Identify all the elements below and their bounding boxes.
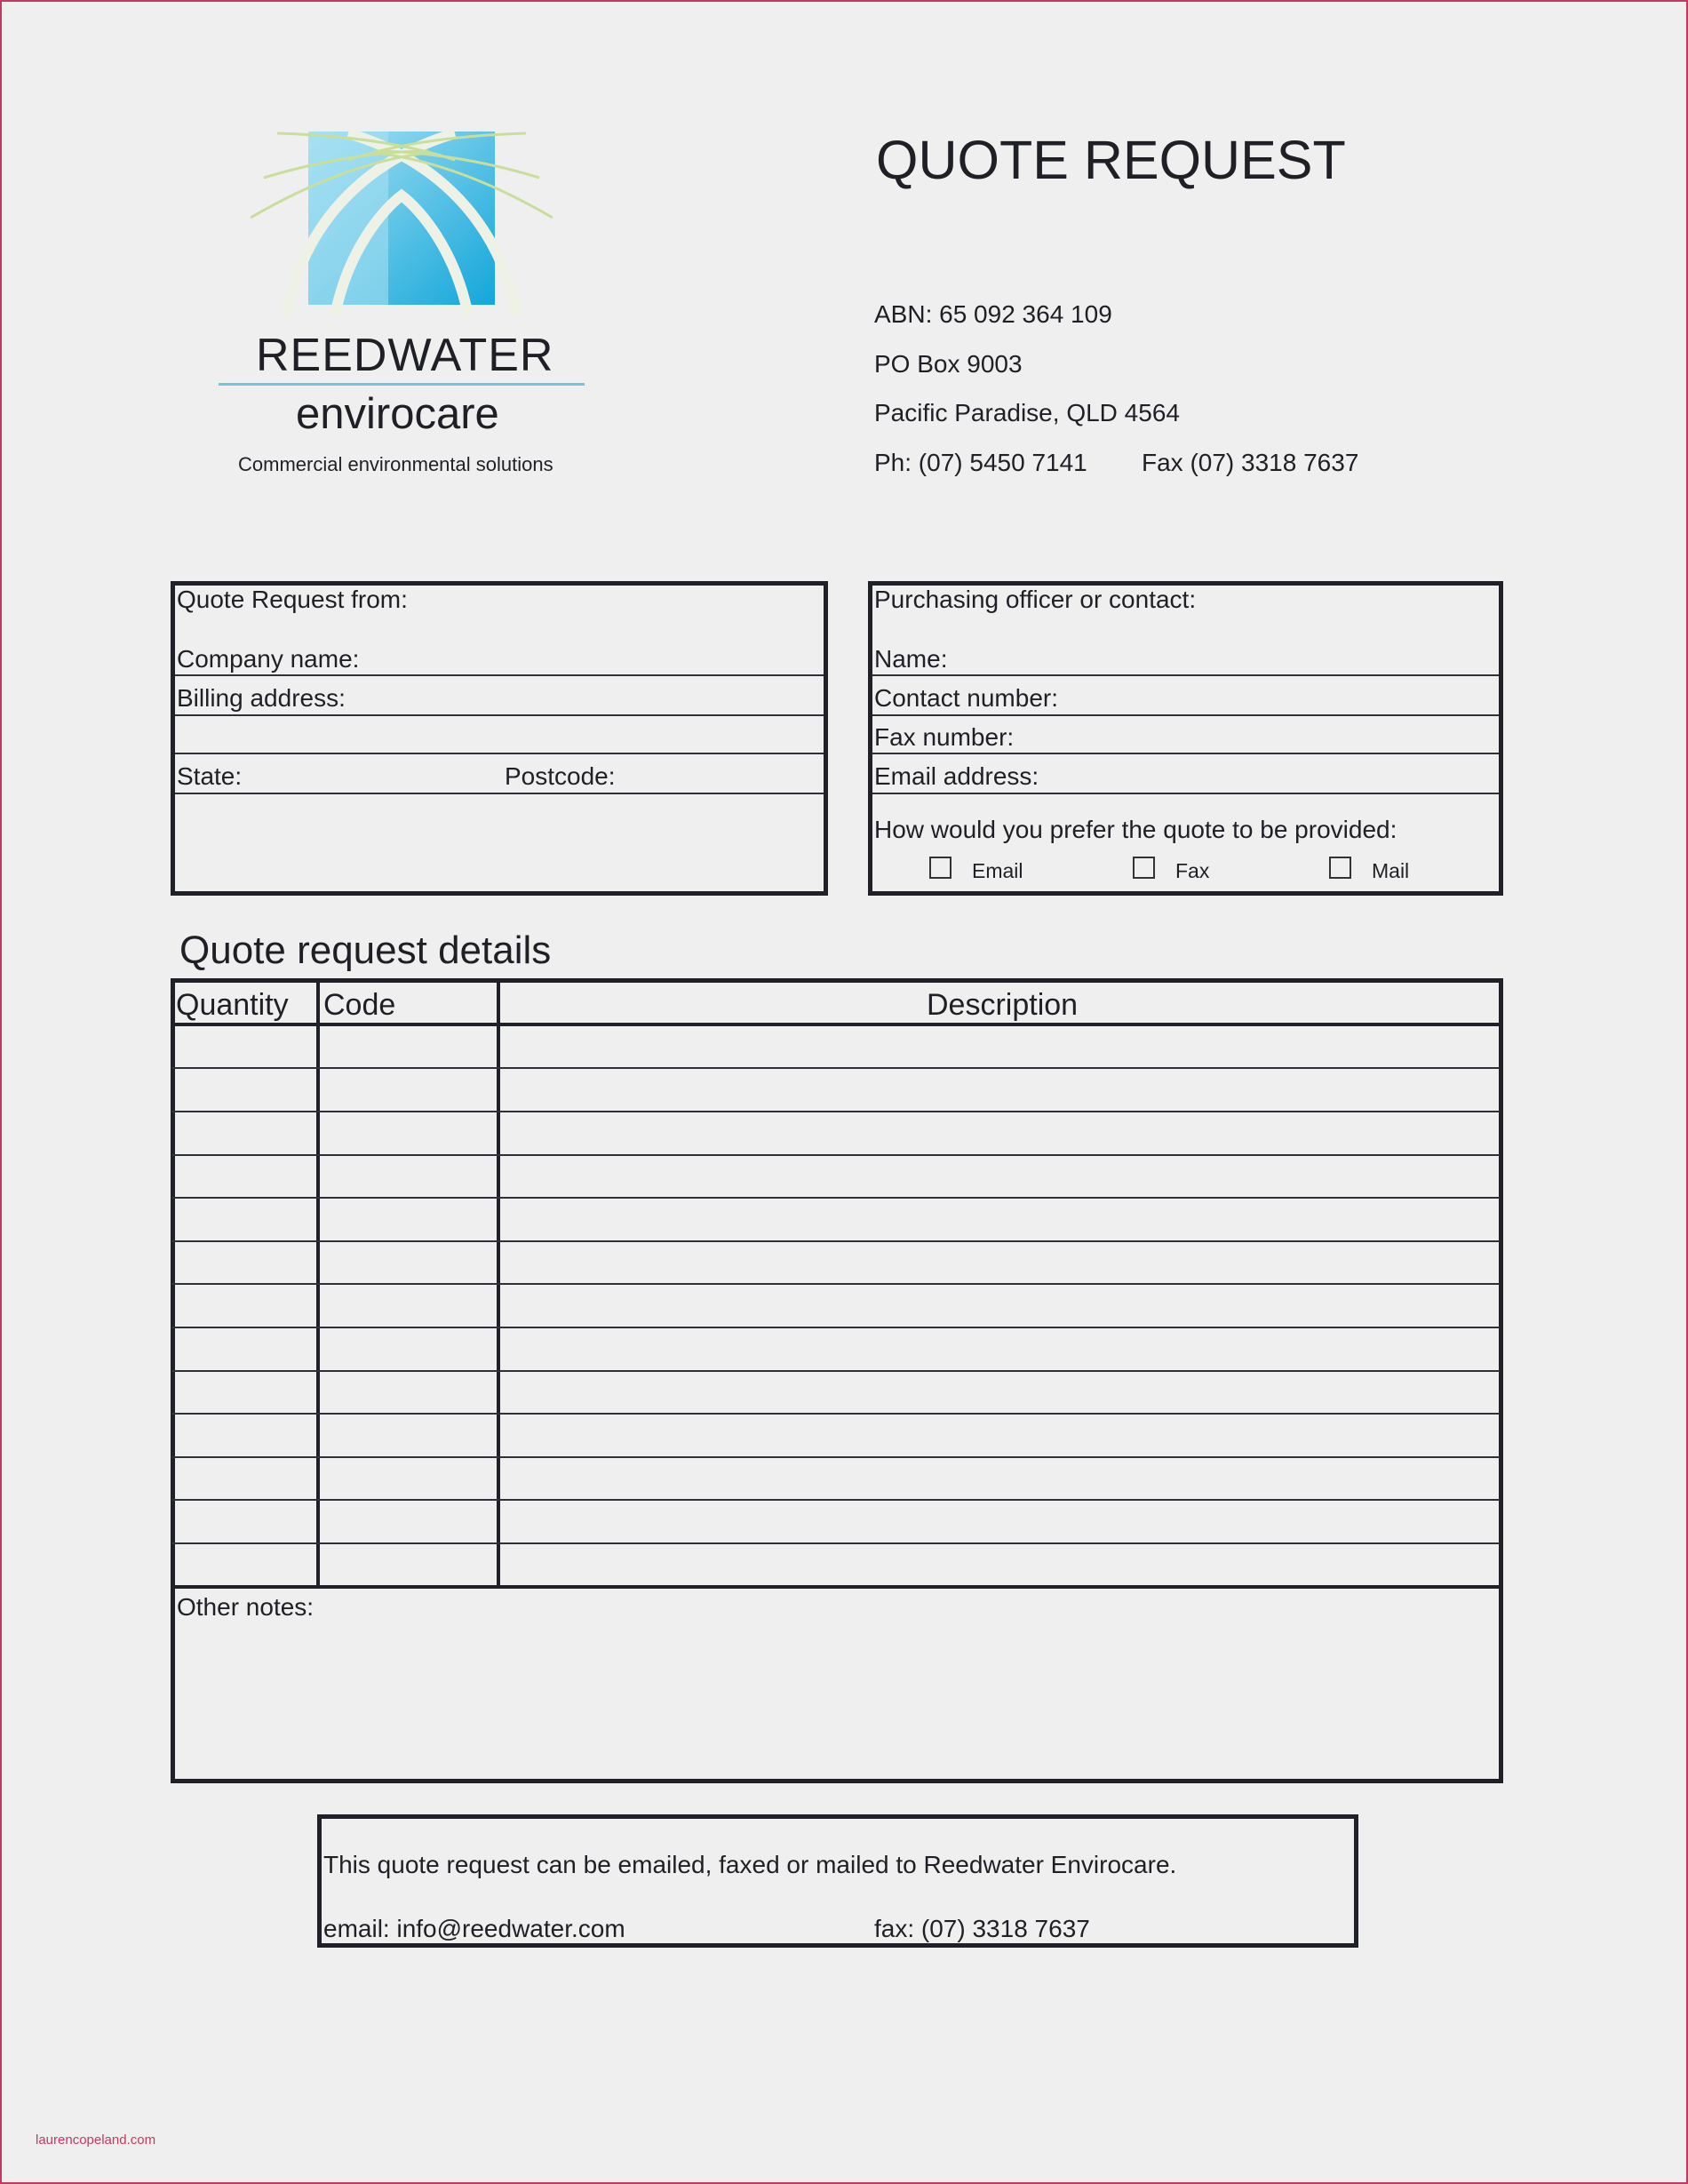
details-section-title: Quote request details — [179, 929, 552, 972]
page-title: QUOTE REQUEST — [876, 130, 1346, 190]
postcode-label: Postcode: — [505, 762, 616, 790]
table-row[interactable] — [171, 1067, 1500, 1069]
abn-text: ABN: 65 092 364 109 — [874, 300, 1112, 328]
fax-text: Fax (07) 3318 7637 — [1142, 449, 1359, 476]
table-row[interactable] — [171, 1154, 1500, 1156]
brand-subname: envirocare — [296, 390, 499, 438]
table-row[interactable] — [171, 1197, 1500, 1199]
fax-option-label: Fax — [1175, 859, 1210, 882]
billing-address-field[interactable] — [175, 714, 824, 716]
email-checkbox[interactable] — [929, 857, 951, 879]
company-name-field[interactable] — [175, 674, 824, 676]
email-address-label: Email address: — [874, 762, 1039, 790]
reedwater-logo-icon — [251, 124, 553, 315]
table-row[interactable] — [171, 1327, 1500, 1328]
table-row[interactable] — [171, 1283, 1500, 1285]
table-row[interactable] — [171, 1413, 1500, 1415]
company-name-label: Company name: — [177, 645, 360, 673]
column-header-quantity: Quantity — [176, 988, 289, 1022]
fax-number-label: Fax number: — [874, 723, 1015, 751]
state-postcode-field[interactable] — [175, 793, 824, 794]
table-row[interactable] — [171, 1370, 1500, 1372]
state-label: State: — [177, 762, 243, 790]
email-option-label: Email — [972, 859, 1023, 882]
brand-divider — [219, 383, 585, 386]
contact-number-field[interactable] — [872, 714, 1499, 716]
column-header-code: Code — [323, 988, 396, 1022]
contact-number-label: Contact number: — [874, 684, 1058, 712]
other-notes-label: Other notes: — [177, 1593, 315, 1621]
contact-name-field[interactable] — [872, 674, 1499, 676]
mail-option-label: Mail — [1372, 859, 1410, 882]
fax-number-field[interactable] — [872, 753, 1499, 754]
table-row[interactable] — [171, 1456, 1500, 1458]
other-notes-field[interactable] — [175, 1626, 1499, 1777]
po-box-text: PO Box 9003 — [874, 350, 1023, 378]
column-divider-description — [497, 981, 500, 1589]
submission-fax: fax: (07) 3318 7637 — [874, 1915, 1090, 1942]
watermark-text: laurencopeland.com — [36, 2132, 156, 2148]
header-row-divider — [171, 1023, 1500, 1026]
contact-heading: Purchasing officer or contact: — [874, 586, 1197, 613]
column-divider-code — [316, 981, 320, 1589]
fax-checkbox[interactable] — [1133, 857, 1155, 879]
table-bottom-divider — [171, 1585, 1500, 1589]
brand-tagline: Commercial environmental solutions — [238, 453, 553, 475]
table-row[interactable] — [171, 1542, 1500, 1544]
quote-from-box — [171, 581, 828, 896]
submission-message: This quote request can be emailed, faxed or mailed to Reedwater Envirocare. — [323, 1851, 1177, 1878]
mail-checkbox[interactable] — [1329, 857, 1351, 879]
billing-address-field-2[interactable] — [175, 753, 824, 754]
table-row[interactable] — [171, 1240, 1500, 1242]
delivery-preference-question: How would you prefer the quote to be provided: — [874, 816, 1397, 843]
email-address-field[interactable] — [872, 793, 1499, 794]
contact-name-label: Name: — [874, 645, 948, 673]
column-header-description: Description — [927, 988, 1079, 1022]
city-text: Pacific Paradise, QLD 4564 — [874, 399, 1180, 426]
submission-email: email: info@reedwater.com — [323, 1915, 625, 1942]
phone-text: Ph: (07) 5450 7141 — [874, 449, 1087, 476]
billing-address-label: Billing address: — [177, 684, 346, 712]
table-row[interactable] — [171, 1499, 1500, 1501]
brand-name: REEDWATER — [256, 330, 554, 381]
table-row[interactable] — [171, 1111, 1500, 1112]
quote-from-heading: Quote Request from: — [177, 586, 408, 613]
